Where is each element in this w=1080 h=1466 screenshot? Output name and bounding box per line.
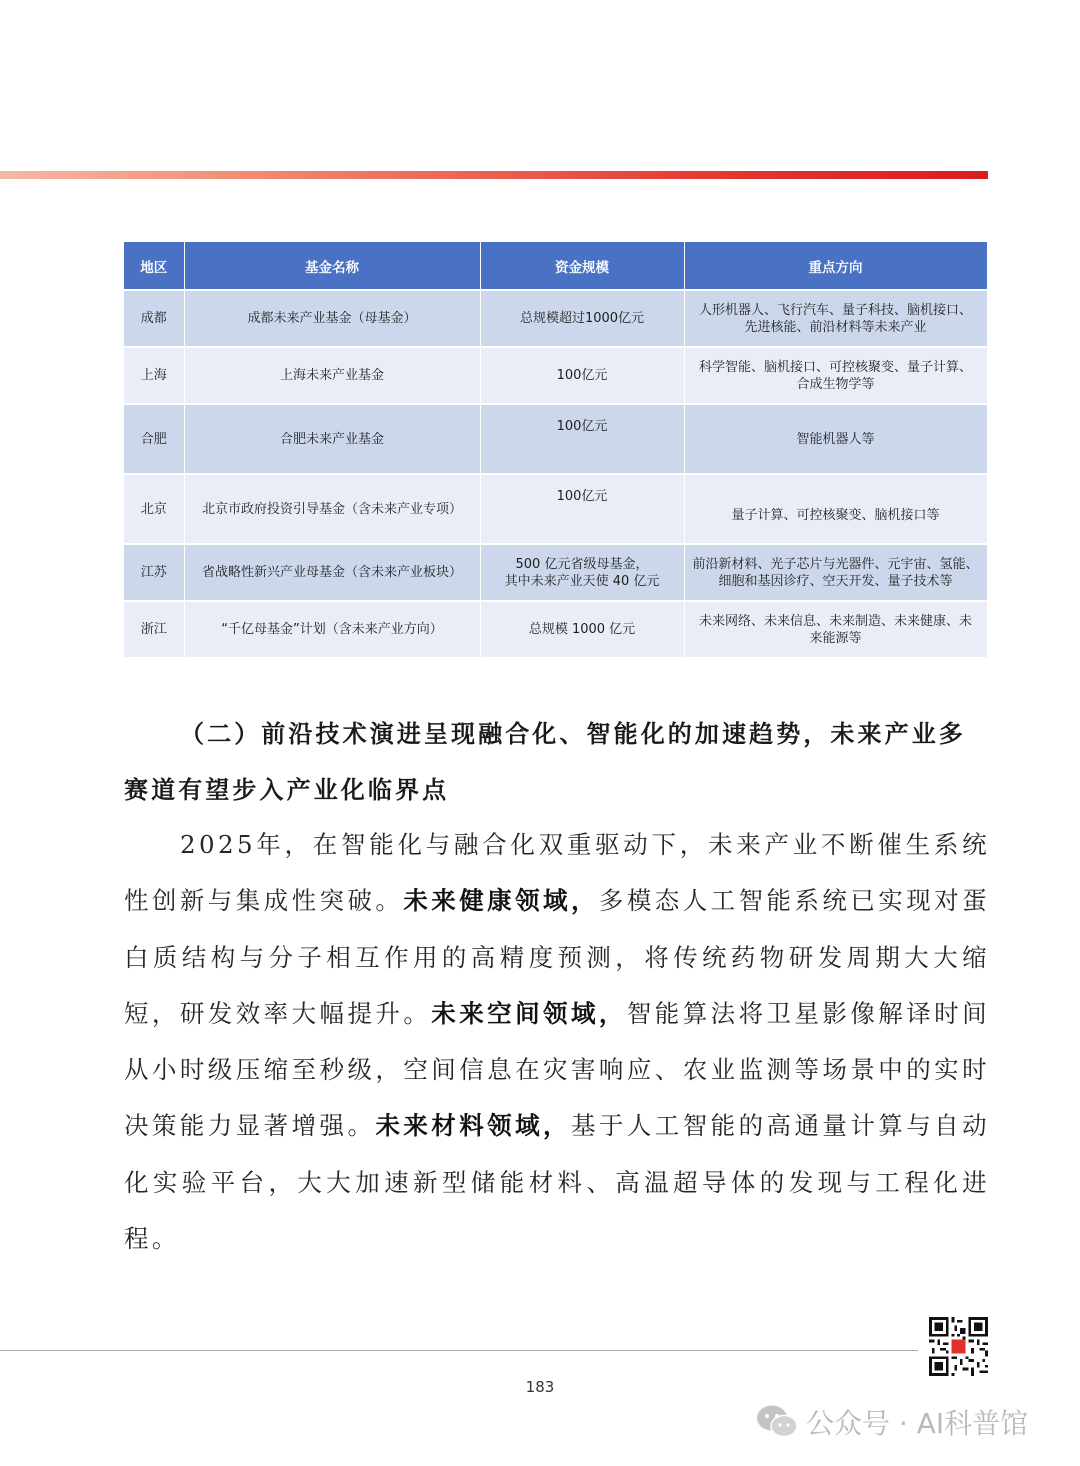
focus-line: 先进核能、前沿材料等未来产业 (744, 319, 927, 335)
table-row (124, 290, 987, 347)
scale-line: 500 亿元省级母基金， (515, 556, 649, 572)
cell-fund: “千亿母基金”计划（含未来产业方向） (184, 601, 480, 658)
cell-fund: 成都未来产业基金（母基金） (184, 290, 480, 347)
focus-line: 量子计算、可控核聚变、脑机接口等 (731, 507, 940, 523)
cell-focus (684, 544, 987, 601)
cell-focus (684, 404, 987, 474)
cell-region: 北京 (124, 474, 184, 544)
focus-line: 来能源等 (809, 630, 862, 646)
wechat-icon (756, 1404, 798, 1440)
para-text: 多模态人工智能系统已实现对蛋白质结构与分子相互作用的高精度预测，将传统药物研发周期大大缩短，研发效率大幅提升。 (124, 886, 990, 1028)
watermark (756, 1400, 1028, 1444)
cell-scale (480, 474, 684, 544)
top-accent-bar (0, 171, 988, 179)
bold-term-space: 未来空间领域， (431, 998, 627, 1028)
cell-fund: 合肥未来产业基金 (184, 404, 480, 474)
cell-region: 江苏 (124, 544, 184, 601)
focus-line: 科学智能、脑机接口、可控核聚变、量子计算、 (698, 359, 972, 375)
scale-line: 其中未来产业天使 40 亿元 (504, 573, 660, 589)
table-header-row (124, 242, 987, 290)
fund-table (124, 242, 988, 659)
cell-fund: 省战略性新兴产业母基金（含未来产业板块） (184, 544, 480, 601)
table-row (124, 347, 987, 404)
focus-line: 未来网络、未来信息、未来制造、未来健康、未 (698, 613, 972, 629)
cell-scale (480, 404, 684, 474)
watermark-text: 公众号 · AI科普馆 (806, 1407, 1029, 1440)
cell-focus (684, 290, 987, 347)
cell-focus (684, 601, 987, 658)
table-row (124, 404, 987, 474)
cell-scale (480, 347, 684, 404)
table-row (124, 601, 987, 658)
scale-line: 100亿元 (556, 368, 608, 383)
scale-line: 总规模 1000 亿元 (528, 622, 636, 637)
scale-line: 100亿元 (556, 419, 608, 434)
cell-focus (684, 474, 987, 544)
bold-term-health: 未来健康领域， (403, 886, 599, 916)
para-text: 基于人工智能的高通量计算与自动化实验平台，大大加速新型储能材料、高温超导体的发现与工程化进程。 (124, 1111, 991, 1254)
cell-region: 合肥 (124, 404, 184, 474)
focus-line: 合成生物学等 (796, 376, 875, 392)
focus-line: 人形机器人、飞行汽车、量子科技、脑机接口、 (698, 302, 972, 318)
body-paragraph (124, 817, 990, 1267)
cell-scale (480, 601, 684, 658)
cell-region: 浙江 (124, 601, 184, 658)
table-row (124, 474, 987, 544)
cell-region: 上海 (124, 347, 184, 404)
table-row (124, 544, 987, 601)
focus-line: 智能机器人等 (796, 431, 875, 447)
header-focus: 重点方向 (684, 242, 987, 290)
para-text: 智能算法将卫星影像解译时间从小时级压缩至秒级，空间信息在灾害响应、农业监测等场景中的实时决策能力显著增强。 (124, 998, 990, 1141)
scale-line: 100亿元 (556, 489, 608, 504)
section-heading: （二）前沿技术演进呈现融合化、智能化的加速趋势，未来产业多赛道有望步入产业化临界点 (124, 719, 966, 804)
focus-line: 前沿新材料、光子芯片与光器件、元宇宙、氢能、 (692, 556, 979, 572)
cell-region: 成都 (124, 290, 184, 347)
qr-code-icon (929, 1317, 988, 1376)
cell-fund: 北京市政府投资引导基金（含未来产业专项） (184, 474, 480, 544)
scale-line: 总规模超过1000亿元 (519, 311, 645, 326)
para-text: 2025年，在智能化与融合化双重驱动下，未来产业不断催生系统性创新与集成性突破。 (124, 830, 990, 916)
footer-divider (0, 1350, 918, 1351)
page-number: 183 (525, 1378, 555, 1396)
header-region: 地区 (124, 242, 184, 290)
header-fund-scale: 资金规模 (480, 242, 684, 290)
header-fund-name: 基金名称 (184, 242, 480, 290)
bold-term-materials: 未来材料领域， (375, 1111, 571, 1141)
cell-focus (684, 347, 987, 404)
cell-scale (480, 290, 684, 347)
cell-fund: 上海未来产业基金 (184, 347, 480, 404)
cell-scale (480, 544, 684, 601)
focus-line: 细胞和基因诊疗、空天开发、量子技术等 (718, 573, 953, 589)
